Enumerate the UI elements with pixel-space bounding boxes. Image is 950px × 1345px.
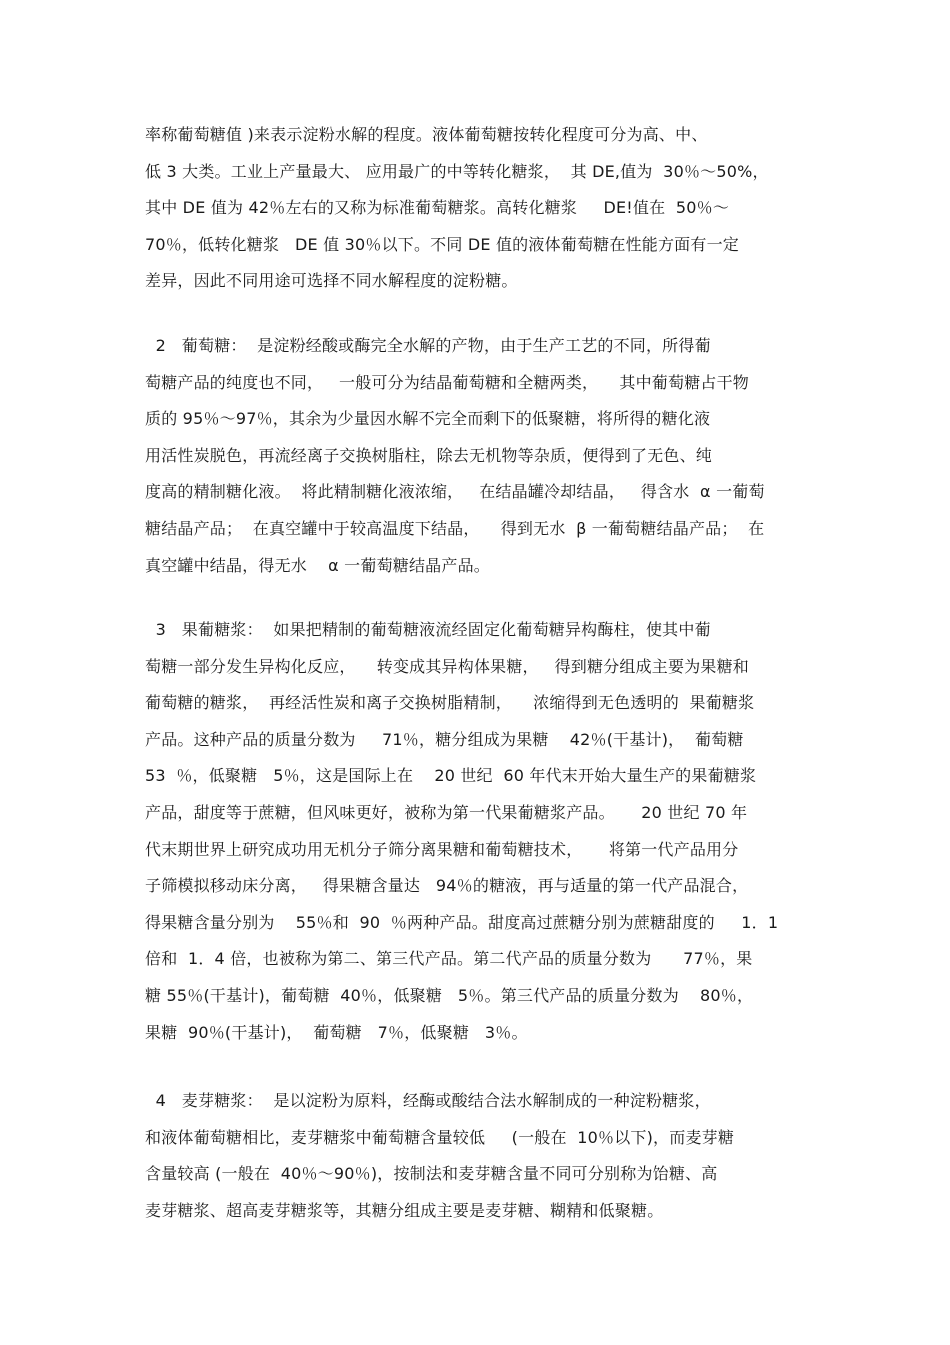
text-line: 产品。这种产品的质量分数为 71％，糖分组成为果糖 42％(干基计)， 葡萄糖 [145, 729, 744, 749]
text-line: 低 3 大类。工业上产量最大、 应用最广的中等转化糖浆， 其 DE,值为 30％～50%， [145, 161, 769, 181]
paragraph-liquid-glucose [145, 117, 815, 300]
text-line: 质的 95％～97％，其余为少量因水解不完全而剩下的低聚糖，将所得的糖化液 [145, 409, 711, 429]
text-line: 其中 DE 值为 42％左右的又称为标准葡萄糖浆。高转化糖浆 DE!值在 50％～ [145, 198, 730, 218]
text-line: 70％，低转化糖浆 DE 值 30％以下。不同 DE 值的液体葡萄糖在性能方面有一定 [145, 234, 739, 254]
text-line: 3 果葡糖浆： 如果把精制的葡萄糖液流经固定化葡萄糖异构酶柱，使其中葡 [145, 620, 711, 639]
text-line: 葡萄糖的糖浆， 再经活性炭和离子交换树脂精制， 浓缩得到无色透明的 果葡糖浆 [145, 693, 755, 713]
text-line: 和液体葡萄糖相比，麦芽糖浆中葡萄糖含量较低 (一般在 10％以下)，而麦芽糖 [145, 1127, 735, 1147]
paragraph-maltose-syrup [145, 1083, 815, 1229]
text-line: 含量较高 (一般在 40％～90％)，按制法和麦芽糖含量不同可分别称为饴糖、高 [145, 1164, 718, 1184]
text-line: 萄糖一部分发生异构化反应， 转变成其异构体果糖， 得到糖分组成主要为果糖和 [145, 656, 750, 676]
text-line: 代末期世界上研究成功用无机分子筛分离果糖和葡萄糖技术， 将第一代产品用分 [145, 839, 739, 859]
text-line: 2 葡萄糖： 是淀粉经酸或酶完全水解的产物，由于生产工艺的不同，所得葡 [145, 336, 711, 355]
text-line: 糖 55％(干基计)，葡萄糖 40％，低聚糖 5％。第三代产品的质量分数为 80％， [145, 985, 754, 1005]
text-line: 率称葡萄糖值 )来表示淀粉水解的程度。液体葡萄糖按转化程度可分为高、中、 [145, 125, 708, 144]
text-line: 得果糖含量分别为 55％和 90 ％两种产品。甜度高过蔗糖分别为蔗糖甜度的 1．1 [145, 912, 779, 932]
text-line: 萄糖产品的纯度也不同， 一般可分为结晶葡萄糖和全糖两类， 其中葡萄糖占干物 [145, 372, 750, 392]
text-line: 用活性炭脱色，再流经离子交换树脂柱，除去无机物等杂质，便得到了无色、纯 [145, 445, 713, 465]
text-line: 糖结晶产品； 在真空罐中于较高温度下结晶， 得到无水 β 一葡萄糖结晶产品； 在 [145, 518, 765, 538]
text-line: 子筛模拟移动床分离， 得果糖含量达 94％的糖液，再与适量的第一代产品混合， [145, 876, 749, 896]
text-line: 度高的精制糖化液。 将此精制糖化液浓缩， 在结晶罐冷却结晶， 得含水 α 一葡萄 [145, 482, 765, 502]
text-line: 产品，甜度等于蔗糖，但风味更好，被称为第一代果葡糖浆产品。 20 世纪 70 年 [145, 802, 748, 822]
text-line: 倍和 1．4 倍，也被称为第二、第三代产品。第二代产品的质量分数为 77％，果 [145, 949, 753, 969]
text-line: 果糖 90％(干基计)， 葡萄糖 7％，低聚糖 3％。 [145, 1022, 528, 1042]
text-line: 麦芽糖浆、超高麦芽糖浆等，其糖分组成主要是麦芽糖、糊精和低聚糖。 [145, 1200, 664, 1220]
paragraph-glucose [145, 328, 815, 584]
text-line: 真空罐中结晶，得无水 α 一葡萄糖结晶产品。 [145, 555, 490, 575]
paragraph-fructose-glucose-syrup [145, 612, 815, 1051]
text-line: 4 麦芽糖浆： 是以淀粉为原料，经酶或酸结合法水解制成的一种淀粉糖浆， [145, 1091, 711, 1110]
text-line: 差异，因此不同用途可选择不同水解程度的淀粉糖。 [145, 271, 518, 291]
text-line: 53 ％，低聚糖 5％，这是国际上在 20 世纪 60 年代末开始大量生产的果葡糖浆 [145, 766, 757, 786]
